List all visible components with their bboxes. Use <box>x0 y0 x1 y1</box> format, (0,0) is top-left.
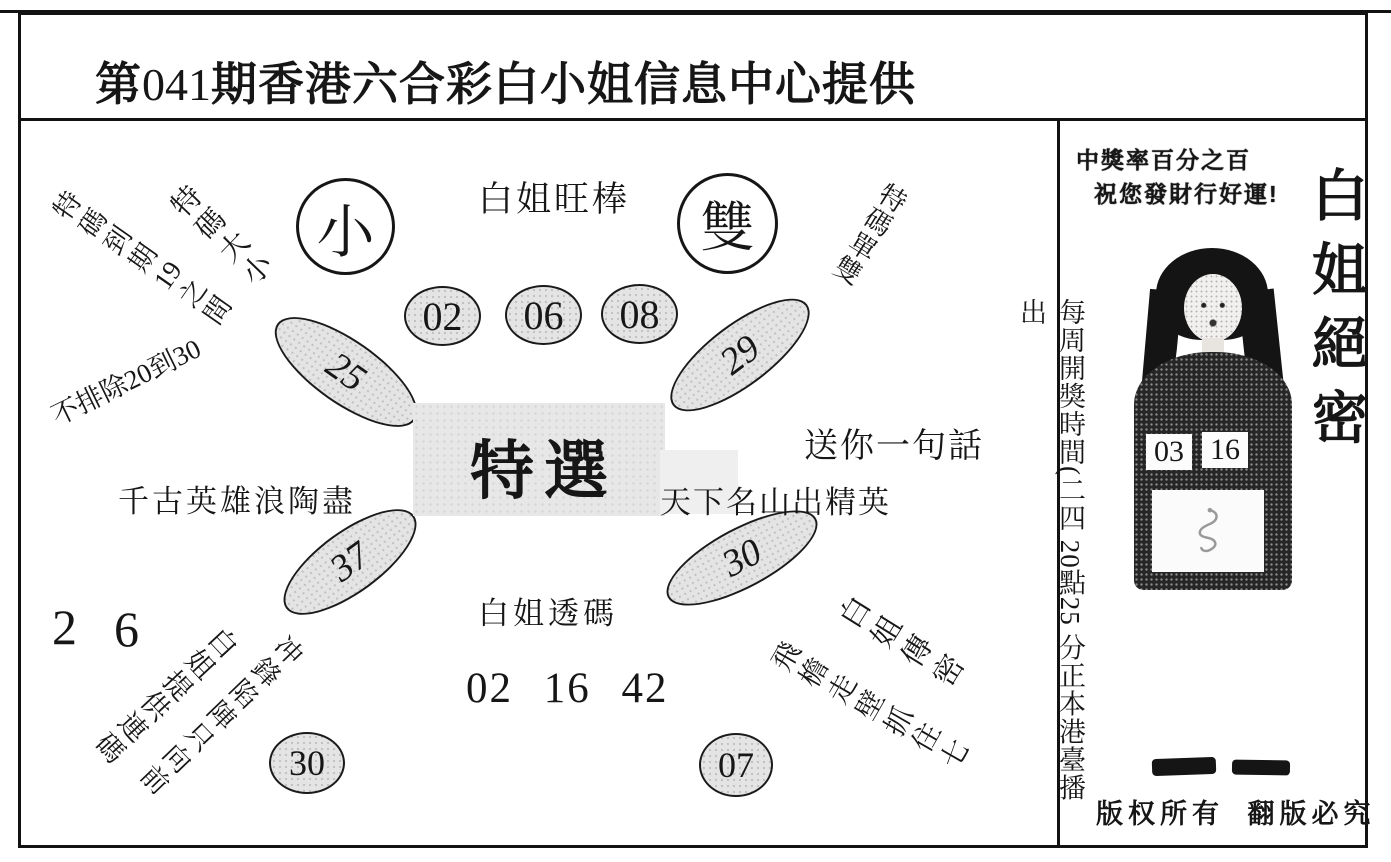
pair-number-6: 6 <box>114 601 139 657</box>
smudge-mark-right <box>1232 759 1290 775</box>
copyright-notice: 版权所有 翻版必究 <box>1096 799 1376 829</box>
touma-numbers: 02 16 42 <box>466 665 669 712</box>
number-30-bottom: 30 <box>289 743 325 783</box>
header-divider-line <box>18 118 1368 121</box>
circle-07-bottom <box>699 733 773 797</box>
draw-schedule-vertical: 每周開獎時間(二四 20點25 分正本港臺播出 <box>1016 298 1085 802</box>
snake-ornament-box <box>1152 490 1264 572</box>
diagonal-special-size: 特碼大小 <box>165 180 280 292</box>
special-selection-label: 特選 <box>470 436 618 507</box>
pair-number-2: 2 <box>52 599 77 655</box>
parity-circle-label: 雙 <box>700 198 755 258</box>
number-37: 37 <box>322 533 378 591</box>
snake-monogram-icon <box>1189 506 1227 556</box>
circle-30-bottom <box>269 732 345 794</box>
right-phrase: 天下名山出精英 <box>660 485 891 520</box>
slogan-line-1: 中獎率百分之百 <box>1076 147 1251 173</box>
badge-number-03: 03 <box>1154 435 1184 468</box>
diagonal-feiyan: 飛檐走壁抓住七 <box>766 637 977 775</box>
parity-circle <box>677 173 778 274</box>
number-29: 29 <box>712 326 768 384</box>
face <box>1184 274 1242 342</box>
page-title <box>95 48 916 114</box>
number-08: 08 <box>619 291 660 337</box>
badge-number-16: 16 <box>1210 433 1240 466</box>
diagonal-provides-lianma: 白姐提供連碼 <box>88 623 243 770</box>
number-30-right: 30 <box>715 530 769 586</box>
touma-title: 白姐透碼 <box>478 596 618 631</box>
diagonal-charge-forward: 冲鋒陷陣只向前 <box>134 630 309 801</box>
gift-phrase: 送你一句話 <box>804 428 984 465</box>
number-07-bottom: 07 <box>718 745 754 785</box>
slogan-line-2: 祝您發財行好運! <box>1094 181 1279 207</box>
photo-of-woman <box>1128 248 1298 590</box>
diagonal-special-range: 特碼到期19之間 <box>47 185 238 331</box>
number-circle-06 <box>505 285 582 345</box>
size-circle <box>296 178 395 275</box>
number-02: 02 <box>422 293 463 339</box>
number-circle-08 <box>601 284 678 344</box>
title-prefix: 第 <box>95 58 142 110</box>
title-suffix: 期香港六合彩白小姐信息中心提供 <box>211 58 916 110</box>
photo-badge-16 <box>1202 432 1248 468</box>
diagonal-special-odd-even: 特碼單雙 <box>828 178 913 291</box>
smudge-mark-left <box>1152 757 1217 776</box>
size-circle-label: 小 <box>316 199 375 265</box>
number-06: 06 <box>523 292 564 338</box>
top-center-label: 白姐旺棒 <box>478 180 631 219</box>
diagonal-not-excluded: 不排除20到30 <box>46 333 206 432</box>
left-phrase: 千古英雄浪陶盡 <box>118 484 356 519</box>
panel-title-vertical: 白姐絕密 <box>1305 166 1368 462</box>
issue-number: 041 <box>142 59 211 110</box>
number-circle-02 <box>404 286 481 346</box>
diagonal-chuanmi: 白姐傳密 <box>833 591 971 693</box>
number-25: 25 <box>318 343 374 401</box>
photo-badge-03 <box>1146 434 1192 470</box>
